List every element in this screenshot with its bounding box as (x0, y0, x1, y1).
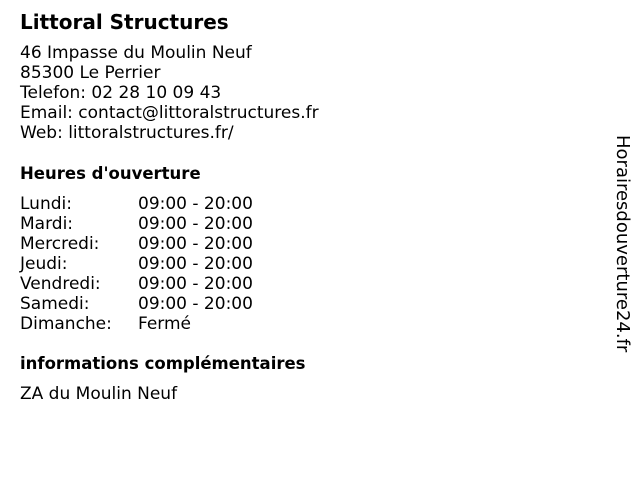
day-label: Mercredi: (20, 234, 100, 254)
time-value: 09:00 - 20:00 (138, 234, 253, 254)
business-name: Littoral Structures (20, 10, 229, 34)
address-line-city: 85300 Le Perrier (20, 63, 161, 83)
day-label: Vendredi: (20, 274, 101, 294)
time-value: 09:00 - 20:00 (138, 214, 253, 234)
site-watermark: Horairesdouverture24.fr (612, 135, 633, 353)
website-text: Web: littoralstructures.fr/ (20, 123, 234, 143)
day-label: Mardi: (20, 214, 74, 234)
day-label: Samedi: (20, 294, 90, 314)
additional-info-heading: informations complémentaires (20, 354, 306, 373)
opening-hours-heading: Heures d'ouverture (20, 164, 201, 183)
day-label: Dimanche: (20, 314, 112, 334)
time-value: 09:00 - 20:00 (138, 274, 253, 294)
additional-info-text: ZA du Moulin Neuf (20, 384, 178, 404)
email-text: Email: contact@littoralstructures.fr (20, 103, 319, 123)
day-label: Jeudi: (20, 254, 68, 274)
phone-text: Telefon: 02 28 10 09 43 (20, 83, 222, 103)
day-label: Lundi: (20, 194, 72, 214)
time-value: 09:00 - 20:00 (138, 194, 253, 214)
address-line-street: 46 Impasse du Moulin Neuf (20, 43, 252, 63)
time-value: 09:00 - 20:00 (138, 294, 253, 314)
time-value: Fermé (138, 314, 192, 334)
time-value: 09:00 - 20:00 (138, 254, 253, 274)
contact-block (20, 43, 319, 143)
